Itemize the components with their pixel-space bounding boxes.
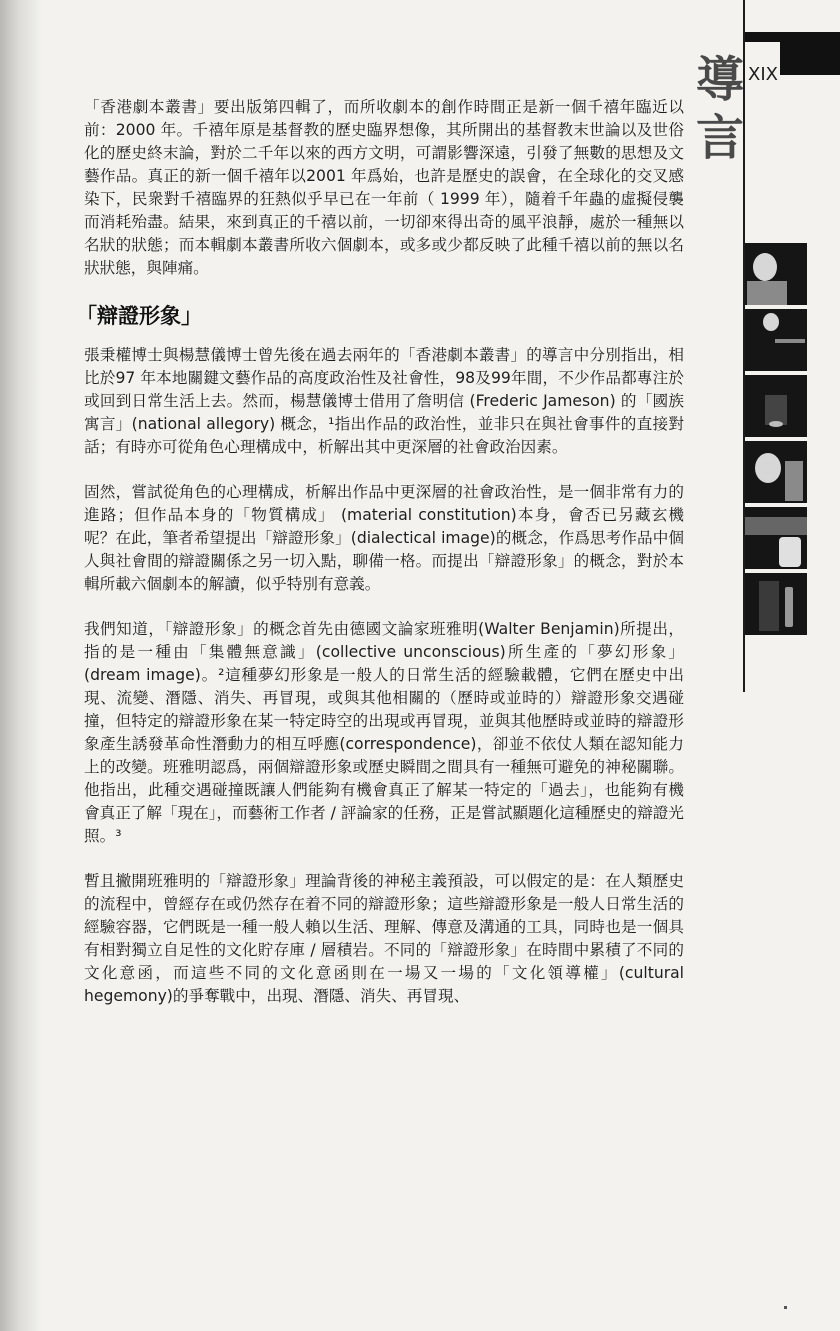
page-mark: [784, 1306, 787, 1309]
paragraph-4: 我們知道，「辯證形象」的概念首先由德國文論家班雅明(Walter Benjamin)所提出，指的是一種由「集體無意識」(collective unconscious)所生產的「夢幻形象」 (dream image)。²這種夢幻形象是一般人的日常生活的經驗載體，它們在歷史中出現、流變、潛隱、消失、再冒現，或與其他相關的（歷時或並時的）辯證形象交遇碰撞，但特定的辯證形象在某一特定時空的出現或再冒現，並與其他歷時或並時的辯證形象產生誘發革命性潛動力的相互呼應(correspondence)，卻並不依仗人類在認知能力上的改變。班雅明認爲，兩個辯證形象或歷史瞬間之間具有一種無可避免的神秘關聯。他指出，此種交遇碰撞既讓人們能夠有機會真正了解某一特定的「過去」，也能夠有機會真正了解「現在」，而藝術工作者 / 評論家的任務，正是嘗試顯題化這種歷史的辯證光照。³: [84, 620, 684, 845]
photo-1: [745, 243, 807, 305]
paragraph-3: 固然，嘗試從角色的心理構成，析解出作品中更深層的社會政治性，是一個非常有力的進路；但作品本身的「物質構成」 (material constitution)本身，會否已另藏玄機呢？在此，筆者希望提出「辯證形象」(dialectical image)的概念，作爲思考作品中個人與社會間的辯證關係之另一切入點，聊備一格。而提出「辯證形象」的概念，對於本輯所載六個劇本的解讀，似乎特別有意義。: [84, 483, 684, 593]
photo-5: [745, 507, 807, 569]
paragraph-5: 暫且撇開班雅明的「辯證形象」理論背後的神秘主義預設，可以假定的是：在人類歷史的流程中，曾經存在或仍然存在着不同的辯證形象；這些辯證形象是一般人日常生活的經驗容器，它們既是一種一般人賴以生活、理解、傳意及溝通的工具，同時也是一個具有相對獨立自足性的文化貯存庫 / 層積岩。不同的「辯證形象」在時間中累積了不同的文化意函，而這些不同的文化意函則在一場又一場的「文化領導權」(cultural hegemony)的爭奪戰中，出現、潛隱、消失、再冒現、: [84, 872, 684, 1005]
book-spine-shadow: [0, 0, 42, 1331]
photo-3: [745, 375, 807, 437]
header-bar-right: [780, 32, 840, 75]
photo-4: [745, 441, 807, 503]
page-number: XIX: [748, 64, 778, 85]
section-heading: 「辯證形象」: [76, 304, 202, 328]
photo-2: [745, 309, 807, 371]
paragraph-1: 「香港劇本叢書」要出版第四輯了，而所收劇本的創作時間正是新一個千禧年臨近以前：2000 年。千禧年原是基督教的歷史臨界想像，其所開出的基督教末世論以及世俗化的歷史終末論，對於二千年以來的西方文明，可謂影響深遠，引發了無數的思想及文藝作品。真正的新一個千禧年以2001 年爲始，也許是歷史的誤會，在全球化的交叉感染下，民衆對千禧臨界的狂熱似乎早已在一年前（ 1999 年），隨着千年蟲的虛擬侵襲而消耗殆盡。結果，來到真正的千禧以前，一切卻來得出奇的風平浪靜，處於一種無以名狀的狀態；而本輯劇本叢書所收六個劇本，或多或少都反映了此種千禧以前的無以名狀狀態，與陣痛。: [84, 98, 684, 277]
article-body: [76, 96, 684, 1030]
section-title-char-1: 導: [695, 52, 744, 108]
header-bar-left: [745, 32, 785, 42]
section-title-char-2: 言: [695, 110, 744, 166]
photo-6: [745, 573, 807, 635]
paragraph-2: 張秉權博士與楊慧儀博士曾先後在過去兩年的「香港劇本叢書」的導言中分別指出，相比於97 年本地關鍵文藝作品的高度政治性及社會性，98及99年間，不少作品都專注於或回到日常生活上去。然而，楊慧儀博士借用了詹明信 (Frederic Jameson) 的「國族寓言」(national allegory) 概念，¹指出作品的政治性，並非只在與社會事件的直接對話；有時亦可從角色心理構成中，析解出其中更深層的社會政治因素。: [84, 346, 684, 456]
